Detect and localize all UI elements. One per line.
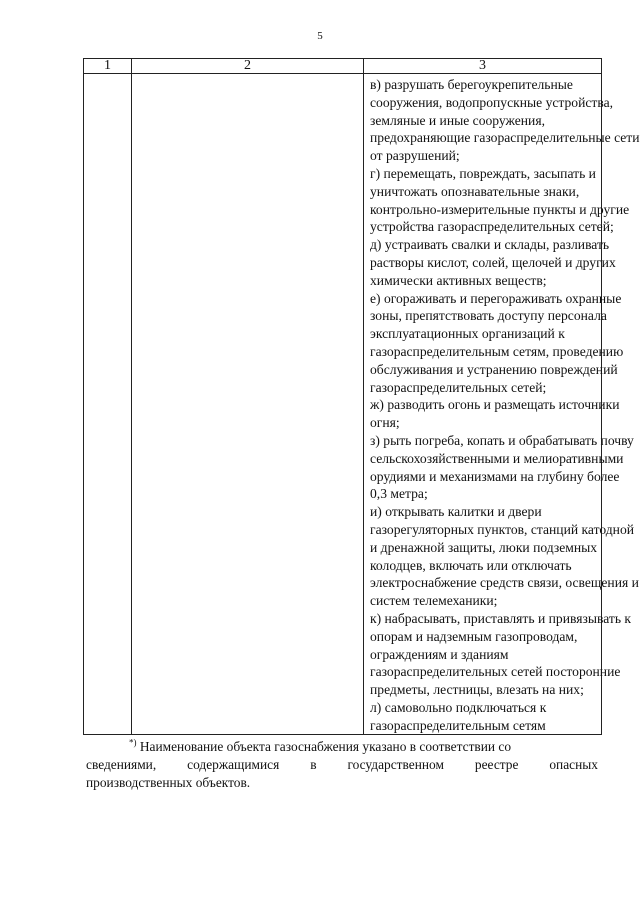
text-line: земляные и иные сооружения, (370, 112, 545, 128)
table-header-row (84, 59, 602, 74)
text-line: сооружения, водопропускные устройства, (370, 94, 614, 110)
column-header-2: 2 (132, 59, 364, 74)
footnote-word: государственном (347, 757, 444, 772)
text-line: устройства газораспределительных сетей; (370, 219, 614, 235)
footnote-word: сведениями, (86, 757, 157, 772)
footnote-line-1 (86, 738, 598, 756)
prohibitions-text (364, 74, 640, 734)
text-line: эксплуатационных организаций к (370, 326, 565, 342)
page-number: 5 (317, 30, 323, 42)
text-line: электроснабжение средств связи, освещения и (370, 575, 639, 591)
footnote-marker: *) (129, 737, 137, 748)
requirements-table (83, 58, 640, 735)
text-line: огня; (370, 415, 400, 431)
footnote-line-3: производственных объектов. (86, 775, 251, 790)
text-line: 0,3 метра; (370, 486, 428, 502)
text-line: сельскохозяйственными и мелиоративными (370, 450, 624, 466)
footnote-text-1: Наименование объекта газоснабжения указано в соответствии со (139, 739, 512, 754)
table-row (84, 74, 602, 735)
column-2-cell (132, 74, 364, 735)
text-line: зоны, препятствовать доступу персонала (370, 308, 607, 324)
text-line: газораспределительным сетям, проведению (370, 343, 624, 359)
text-line: л) самовольно подключаться к (370, 699, 547, 715)
column-1-cell (84, 74, 132, 735)
text-line: растворы кислот, солей, щелочей и других (370, 254, 616, 270)
footnote-word: опасных (549, 757, 598, 772)
text-line: обслуживания и устранению повреждений (370, 361, 618, 377)
footnote (86, 738, 598, 792)
text-line: предохраняющие газораспределительные сети (370, 130, 640, 146)
footnote-line-2 (86, 756, 598, 774)
text-line: и) открывать калитки и двери (370, 504, 542, 520)
text-line: орудиями и механизмами на глубину более (370, 468, 620, 484)
text-line: в) разрушать берегоукрепительные (370, 77, 573, 92)
text-line: д) устраивать свалки и склады, разливать (370, 237, 610, 253)
text-line: газораспределительных сетей; (370, 379, 547, 395)
column-3-cell (364, 74, 640, 735)
text-line: е) огораживать и перегораживать охранные (370, 290, 622, 306)
footnote-word: реестре (474, 757, 519, 772)
text-line: и дренажной защиты, люки подземных (370, 539, 598, 555)
text-line: газораспределительным сетям (370, 717, 546, 733)
text-line: к) набрасывать, приставлять и привязывать к (370, 610, 632, 626)
footnote-word: содержащимися (187, 757, 280, 772)
text-line: химически активных веществ; (370, 272, 547, 288)
text-line: г) перемещать, повреждать, засыпать и (370, 165, 596, 181)
text-line: предметы, лестницы, влезать на них; (370, 682, 584, 698)
column-header-1: 1 (84, 59, 132, 74)
text-line: з) рыть погреба, копать и обрабатывать почву (370, 432, 634, 448)
text-line: контрольно-измерительные пункты и другие (370, 201, 630, 217)
text-line: газорегуляторных пунктов, станций катодной (370, 521, 635, 537)
text-line: уничтожать опознавательные знаки, (370, 183, 580, 199)
text-line: от разрушений; (370, 148, 460, 164)
text-line: ж) разводить огонь и размещать источники (370, 397, 620, 413)
text-line: систем телемеханики; (370, 593, 498, 609)
column-header-3: 3 (364, 59, 602, 74)
text-line: колодцев, включать или отключать (370, 557, 572, 573)
text-line: газораспределительных сетей посторонние (370, 664, 621, 680)
text-line: ограждениям и зданиям (370, 646, 509, 662)
text-line: опорам и надземным газопроводам, (370, 628, 578, 644)
footnote-word: в (310, 757, 317, 772)
